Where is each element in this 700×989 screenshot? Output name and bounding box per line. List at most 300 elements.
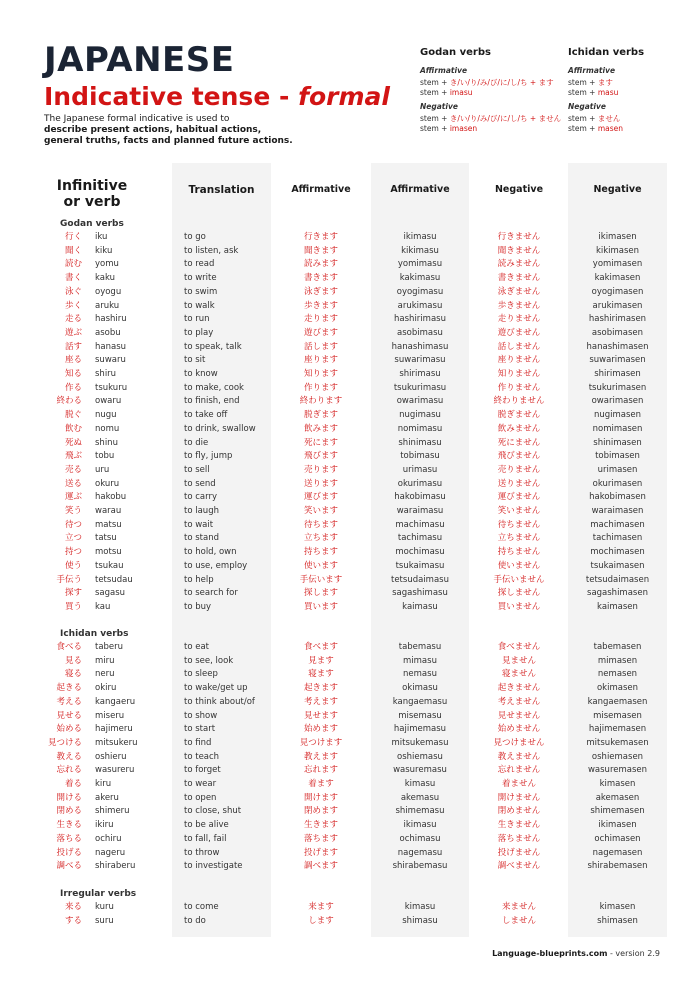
- affirmative-kana: 飲みます: [303, 423, 338, 434]
- affirmative-romaji: kikimasu: [401, 245, 439, 256]
- affirmative-romaji: ikimasu: [403, 820, 437, 831]
- table-row: [0, 587, 700, 601]
- infinitive-romaji: asobu: [95, 327, 121, 338]
- table-row: [0, 231, 700, 245]
- negative-kana: 話しません: [497, 341, 541, 352]
- godan-reference-heading: Godan verbs: [420, 47, 491, 58]
- translation: to wear: [184, 779, 217, 789]
- infinitive-kanji: 忘れる: [56, 765, 82, 776]
- affirmative-romaji: kangaemasu: [392, 696, 448, 707]
- affirmative-romaji: sagashimasu: [392, 588, 448, 599]
- intro-line-2: describe present actions, habitual actions,: [44, 125, 262, 135]
- table-row: [0, 437, 700, 451]
- affirmative-kana: 話します: [303, 341, 338, 352]
- table-row: [0, 860, 700, 874]
- infinitive-kanji: 知る: [64, 369, 82, 379]
- negative-kana: しません: [501, 915, 536, 926]
- table-row: [0, 723, 700, 737]
- affirmative-kana: 生きます: [303, 820, 338, 831]
- translation: to die: [184, 437, 209, 448]
- affirmative-romaji: owarimasu: [396, 396, 444, 407]
- negative-kana: 来ません: [501, 902, 536, 912]
- affirmative-romaji: nagemasu: [397, 847, 443, 858]
- infinitive-romaji: yomu: [95, 259, 119, 270]
- intro-text: [44, 114, 374, 147]
- infinitive-romaji: tsukau: [95, 560, 124, 571]
- translation: to find: [184, 737, 212, 748]
- negative-kana: 待ちません: [497, 519, 541, 530]
- translation: to wake/get up: [184, 683, 248, 694]
- infinitive-romaji: shiru: [95, 369, 117, 379]
- negative-romaji: ochimasen: [594, 833, 641, 844]
- affirmative-kana: 着ます: [308, 779, 334, 789]
- affirmative-romaji: waraimasu: [396, 506, 444, 516]
- negative-romaji: tsukurimasen: [588, 382, 647, 393]
- infinitive-kanji: 買う: [64, 601, 82, 612]
- infinitive-romaji: suru: [95, 915, 114, 926]
- infinitive-kanji: 走る: [64, 314, 82, 325]
- infinitive-romaji: motsu: [95, 547, 122, 558]
- infinitive-kanji: 行く: [64, 232, 82, 242]
- negative-kana: 落ちません: [497, 833, 541, 844]
- negative-kana: 死にません: [497, 437, 541, 448]
- translation: to be alive: [184, 820, 229, 831]
- affirmative-kana: 売ります: [303, 464, 338, 475]
- negative-kana: 閉めません: [497, 806, 541, 817]
- negative-romaji: suwarimasen: [589, 355, 646, 366]
- infinitive-kanji: 見せる: [56, 710, 82, 721]
- negative-kana: 作りません: [497, 382, 541, 393]
- negative-kana: 歩きません: [497, 300, 541, 311]
- translation: to fall, fail: [184, 833, 227, 844]
- table-row: [0, 560, 700, 574]
- table-row: [0, 450, 700, 464]
- table-row: [0, 574, 700, 588]
- infinitive-romaji: hakobu: [95, 492, 127, 503]
- table-row: [0, 641, 700, 655]
- infinitive-kanji: 書く: [64, 273, 82, 284]
- translation: to wait: [184, 519, 214, 530]
- prefix: stem +: [420, 124, 450, 133]
- infinitive-kanji: 泳ぐ: [64, 286, 82, 297]
- affirmative-kana: 待ちます: [303, 519, 338, 530]
- negative-kana: 忘れません: [497, 765, 541, 776]
- negative-kana: 遊びません: [497, 327, 541, 338]
- affirmative-kana: 忘れます: [303, 765, 338, 776]
- affirmative-romaji: nomimasu: [397, 423, 443, 434]
- translation: to forget: [184, 765, 221, 776]
- infinitive-kanji: 送る: [64, 478, 82, 489]
- godan-neg-label: Negative: [420, 102, 458, 111]
- table-row: [0, 258, 700, 272]
- header-infinitive: [44, 178, 140, 210]
- table-row: [0, 478, 700, 492]
- infinitive-kanji: 売る: [64, 464, 82, 475]
- translation: to show: [184, 710, 218, 721]
- godan-aff-romaji: imasu: [449, 88, 473, 97]
- negative-kana: 送りません: [497, 478, 541, 489]
- infinitive-romaji: nageru: [95, 847, 126, 858]
- negative-romaji: kikimasen: [595, 245, 640, 256]
- translation: to run: [184, 314, 210, 325]
- table-row: [0, 847, 700, 861]
- negative-romaji: wasuremasen: [587, 765, 648, 776]
- affirmative-romaji: urimasu: [402, 464, 438, 475]
- negative-kana: 持ちません: [497, 547, 541, 558]
- godan-aff-ending: き/い/り/み/び/に/し/ち + ます: [449, 78, 554, 87]
- infinitive-kanji: 開ける: [56, 792, 82, 803]
- negative-romaji: kaimasen: [597, 601, 638, 612]
- infinitive-kanji: 探す: [64, 588, 82, 599]
- infinitive-romaji: oshieru: [95, 751, 127, 762]
- negative-kana: 教えません: [497, 751, 541, 762]
- affirmative-kana: 見せます: [303, 710, 338, 721]
- negative-kana: 開けません: [497, 792, 541, 803]
- negative-kana: 手伝いません: [493, 574, 545, 585]
- infinitive-romaji: nomu: [95, 423, 120, 434]
- prefix: stem +: [420, 88, 450, 97]
- affirmative-romaji: wasuremasu: [393, 765, 447, 776]
- header-infinitive-line-1: Infinitive: [56, 178, 128, 194]
- header-infinitive-line-2: or verb: [63, 194, 121, 210]
- infinitive-kanji: 閉める: [56, 806, 82, 817]
- ichidan-reference-heading: Ichidan verbs: [568, 47, 645, 58]
- table-row: [0, 409, 700, 423]
- negative-romaji: akemasen: [595, 792, 640, 803]
- translation: to throw: [184, 847, 220, 858]
- affirmative-romaji: akemasu: [400, 792, 440, 803]
- negative-kana: 使いません: [497, 560, 541, 571]
- affirmative-romaji: tsukurimasu: [393, 382, 447, 393]
- infinitive-kanji: 話す: [64, 341, 82, 352]
- translation: to sit: [184, 355, 206, 366]
- infinitive-romaji: sagasu: [95, 588, 126, 599]
- affirmative-romaji: hashirimasu: [394, 314, 446, 325]
- godan-aff-line-2: [420, 88, 570, 98]
- infinitive-kanji: 遊ぶ: [64, 327, 82, 338]
- infinitive-romaji: aruku: [95, 300, 120, 311]
- negative-romaji: shirabemasen: [587, 861, 648, 872]
- affirmative-kana: 持ちます: [303, 547, 338, 558]
- negative-romaji: nagemasen: [592, 847, 643, 858]
- infinitive-romaji: kaku: [95, 273, 116, 284]
- translation: to laugh: [184, 506, 219, 516]
- negative-kana: 運びません: [497, 492, 541, 503]
- negative-romaji: ikimasen: [598, 820, 637, 831]
- infinitive-romaji: miru: [95, 655, 115, 666]
- header-negative-kana: Negative: [494, 184, 544, 195]
- translation: to investigate: [184, 861, 243, 872]
- negative-romaji: hashirimasen: [588, 314, 647, 325]
- affirmative-kana: 行きます: [303, 232, 338, 242]
- table-row: [0, 696, 700, 710]
- affirmative-kana: 探します: [303, 588, 338, 599]
- page-title: JAPANESE: [44, 40, 235, 80]
- table-row: [0, 505, 700, 519]
- infinitive-kanji: 歩く: [64, 300, 82, 311]
- negative-kana: 買いません: [497, 601, 541, 612]
- affirmative-romaji: tabemasu: [398, 642, 442, 652]
- negative-kana: 脱ぎません: [497, 410, 541, 421]
- infinitive-kanji: 作る: [64, 382, 82, 393]
- negative-kana: 見つけません: [493, 737, 545, 748]
- subtitle-italic: formal: [298, 82, 390, 111]
- translation: to sleep: [184, 669, 218, 680]
- table-row: [0, 737, 700, 751]
- affirmative-romaji: mimasu: [403, 655, 437, 666]
- affirmative-kana: 寝ます: [308, 669, 334, 680]
- infinitive-romaji: wasureru: [95, 765, 135, 776]
- ichidan-aff-ending: ます: [597, 78, 613, 87]
- affirmative-kana: 落ちます: [303, 833, 338, 844]
- ichidan-neg-ending: ません: [597, 114, 621, 123]
- affirmative-romaji: nemasu: [403, 669, 437, 680]
- affirmative-kana: 走ります: [303, 314, 338, 325]
- infinitive-kanji: 生きる: [56, 820, 82, 831]
- affirmative-kana: 使います: [303, 560, 338, 571]
- infinitive-kanji: 見る: [64, 655, 82, 666]
- translation: to come: [184, 902, 219, 912]
- infinitive-romaji: kau: [95, 601, 111, 612]
- negative-romaji: nugimasen: [593, 410, 642, 421]
- infinitive-romaji: warau: [95, 506, 122, 516]
- affirmative-romaji: hakobimasu: [394, 492, 446, 503]
- negative-kana: 始めません: [497, 724, 541, 735]
- godan-aff-line-1: [420, 78, 570, 88]
- negative-romaji: mimasen: [597, 655, 638, 666]
- infinitive-romaji: tetsudau: [95, 574, 133, 585]
- ichidan-aff-line-2: [568, 88, 678, 98]
- translation: to fly, jump: [184, 451, 233, 462]
- negative-romaji: kangaemasen: [587, 696, 648, 707]
- affirmative-romaji: asobimasu: [397, 327, 443, 338]
- table-row: [0, 532, 700, 546]
- affirmative-kana: 見つけます: [299, 737, 343, 748]
- infinitive-kanji: 見つける: [47, 737, 82, 748]
- infinitive-romaji: nugu: [95, 410, 117, 421]
- table-row: [0, 682, 700, 696]
- translation: to use, employ: [184, 560, 248, 571]
- affirmative-kana: 見ます: [308, 655, 334, 666]
- godan-neg-ending: き/い/り/み/び/に/し/ち + ません: [449, 114, 562, 123]
- infinitive-kanji: 座る: [64, 355, 82, 366]
- subtitle-main: Indicative tense -: [44, 82, 299, 111]
- infinitive-romaji: akeru: [95, 792, 119, 803]
- table-row: [0, 819, 700, 833]
- negative-kana: 泳ぎません: [497, 286, 541, 297]
- translation: to close, shut: [184, 806, 242, 817]
- translation: to finish, end: [184, 396, 240, 407]
- translation: to see, look: [184, 655, 234, 666]
- affirmative-kana: 終わります: [299, 396, 343, 407]
- translation: to think about/of: [184, 696, 255, 707]
- affirmative-kana: 脱ぎます: [303, 410, 338, 421]
- table-row: [0, 655, 700, 669]
- affirmative-romaji: suwarimasu: [394, 355, 446, 366]
- intro-line-3: general truths, facts and planned future actions.: [44, 136, 293, 146]
- table-row: [0, 300, 700, 314]
- translation: to listen, ask: [184, 245, 239, 256]
- translation: to write: [184, 273, 217, 284]
- infinitive-kanji: 笑う: [64, 506, 82, 516]
- page-subtitle: [44, 82, 390, 111]
- translation: to make, cook: [184, 382, 244, 393]
- negative-kana: 座りません: [497, 355, 541, 366]
- translation: to carry: [184, 492, 217, 503]
- table-row: [0, 778, 700, 792]
- affirmative-romaji: tetsudaimasu: [391, 574, 449, 585]
- negative-romaji: shirimasen: [594, 369, 641, 379]
- infinitive-romaji: hajimeru: [95, 724, 133, 735]
- infinitive-kanji: 手伝う: [56, 574, 82, 585]
- infinitive-romaji: kiku: [95, 245, 113, 256]
- infinitive-kanji: 始める: [56, 724, 82, 735]
- ichidan-neg-line-2: [568, 124, 678, 134]
- infinitive-romaji: mitsukeru: [95, 737, 138, 748]
- affirmative-kana: 飛びます: [303, 451, 338, 462]
- table-row: [0, 805, 700, 819]
- infinitive-kanji: 着る: [64, 779, 82, 789]
- affirmative-romaji: shirimasu: [399, 369, 441, 379]
- negative-kana: 終わりません: [493, 396, 545, 407]
- affirmative-kana: 書きます: [303, 273, 338, 284]
- affirmative-kana: 手伝います: [299, 574, 343, 585]
- table-row: [0, 833, 700, 847]
- affirmative-romaji: tsukaimasu: [395, 560, 445, 571]
- infinitive-romaji: kuru: [95, 902, 114, 912]
- negative-romaji: asobimasen: [591, 327, 644, 338]
- ichidan-neg-line-1: [568, 114, 678, 124]
- negative-romaji: tabemasen: [593, 642, 642, 652]
- infinitive-kanji: 投げる: [56, 847, 82, 858]
- affirmative-romaji: tobimasu: [400, 451, 440, 462]
- infinitive-kanji: 考える: [56, 696, 82, 707]
- godan-neg-line-2: [420, 124, 570, 134]
- infinitive-kanji: 起きる: [56, 683, 82, 694]
- negative-kana: 飲みません: [497, 423, 541, 434]
- affirmative-kana: します: [308, 915, 334, 926]
- infinitive-romaji: shinu: [95, 437, 118, 448]
- affirmative-kana: 死にます: [303, 437, 338, 448]
- affirmative-romaji: mitsukemasu: [391, 737, 449, 748]
- infinitive-romaji: okuru: [95, 478, 120, 489]
- affirmative-kana: 聞きます: [303, 245, 338, 256]
- negative-kana: 食べません: [497, 642, 541, 652]
- table-row: [0, 382, 700, 396]
- ichidan-aff-line-1: [568, 78, 678, 88]
- affirmative-romaji: okimasu: [402, 683, 438, 694]
- affirmative-romaji: yomimasu: [397, 259, 443, 270]
- negative-kana: 飛びません: [497, 451, 541, 462]
- header-affirmative-kana: Affirmative: [291, 184, 351, 195]
- affirmative-romaji: shimemasu: [395, 806, 445, 817]
- infinitive-romaji: iku: [95, 232, 108, 242]
- translation: to drink, swallow: [184, 423, 256, 434]
- negative-kana: 読みません: [497, 259, 541, 270]
- negative-romaji: hanashimasen: [586, 341, 649, 352]
- negative-romaji: urimasen: [597, 464, 638, 475]
- infinitive-kanji: 来る: [64, 902, 82, 912]
- ichidan-reference: [568, 48, 678, 134]
- translation: to open: [184, 792, 217, 803]
- negative-kana: 立ちません: [497, 533, 541, 544]
- translation: to search for: [184, 588, 238, 599]
- affirmative-kana: 泳ぎます: [303, 286, 338, 297]
- affirmative-romaji: okurimasu: [397, 478, 443, 489]
- affirmative-romaji: hanashimasu: [391, 341, 449, 352]
- translation: to teach: [184, 751, 220, 762]
- affirmative-kana: 座ります: [303, 355, 338, 366]
- header-translation: Translation: [188, 184, 255, 196]
- negative-kana: 見ません: [501, 655, 536, 666]
- affirmative-kana: 歩きます: [303, 300, 338, 311]
- table-row: [0, 341, 700, 355]
- affirmative-romaji: hajimemasu: [393, 724, 447, 735]
- affirmative-kana: 買います: [303, 601, 338, 612]
- negative-romaji: kakimasen: [594, 273, 641, 284]
- affirmative-kana: 始めます: [303, 724, 338, 735]
- affirmative-romaji: shimasu: [402, 915, 438, 926]
- affirmative-romaji: nugimasu: [399, 410, 441, 421]
- affirmative-kana: 考えます: [303, 696, 338, 707]
- table-row: [0, 710, 700, 724]
- translation: to read: [184, 259, 215, 270]
- negative-kana: 着ません: [501, 779, 536, 789]
- ichidan-aff-label: Affirmative: [568, 66, 616, 75]
- infinitive-kanji: 飲む: [64, 423, 82, 434]
- negative-kana: 書きません: [497, 273, 541, 284]
- infinitive-romaji: suwaru: [95, 355, 126, 366]
- infinitive-kanji: 落ちる: [56, 833, 82, 844]
- footer-version: - version 2.9: [607, 949, 660, 958]
- affirmative-kana: 遊びます: [303, 327, 338, 338]
- section-label: Godan verbs: [60, 219, 124, 229]
- negative-romaji: ikimasen: [598, 232, 637, 242]
- infinitive-romaji: shimeru: [95, 806, 130, 817]
- infinitive-romaji: kangaeru: [95, 696, 136, 707]
- affirmative-romaji: misemasu: [398, 710, 442, 721]
- prefix: stem +: [568, 114, 598, 123]
- affirmative-romaji: ochimasu: [399, 833, 441, 844]
- translation: to take off: [184, 410, 228, 421]
- negative-romaji: nomimasen: [592, 423, 643, 434]
- table-row: [0, 464, 700, 478]
- negative-romaji: yomimasen: [592, 259, 643, 270]
- negative-romaji: oshiemasen: [591, 751, 644, 762]
- translation: to swim: [184, 286, 218, 297]
- negative-romaji: kimasen: [599, 779, 636, 789]
- affirmative-kana: 笑います: [303, 506, 338, 516]
- godan-reference: [420, 48, 570, 134]
- negative-romaji: waraimasen: [591, 506, 644, 516]
- negative-kana: 調べません: [497, 861, 541, 872]
- table-row: [0, 491, 700, 505]
- infinitive-romaji: tatsu: [95, 533, 117, 544]
- table-row: [0, 915, 700, 929]
- infinitive-romaji: miseru: [95, 710, 125, 721]
- table-row: [0, 423, 700, 437]
- negative-romaji: tachimasen: [592, 533, 643, 544]
- translation: to stand: [184, 533, 219, 544]
- affirmative-kana: 送ります: [303, 478, 338, 489]
- table-row: [0, 272, 700, 286]
- affirmative-romaji: arukimasu: [397, 300, 443, 311]
- infinitive-kanji: 使う: [64, 560, 82, 571]
- affirmative-kana: 閉めます: [303, 806, 338, 817]
- godan-neg-line-1: [420, 114, 570, 124]
- table-row: [0, 286, 700, 300]
- affirmative-romaji: kimasu: [404, 902, 436, 912]
